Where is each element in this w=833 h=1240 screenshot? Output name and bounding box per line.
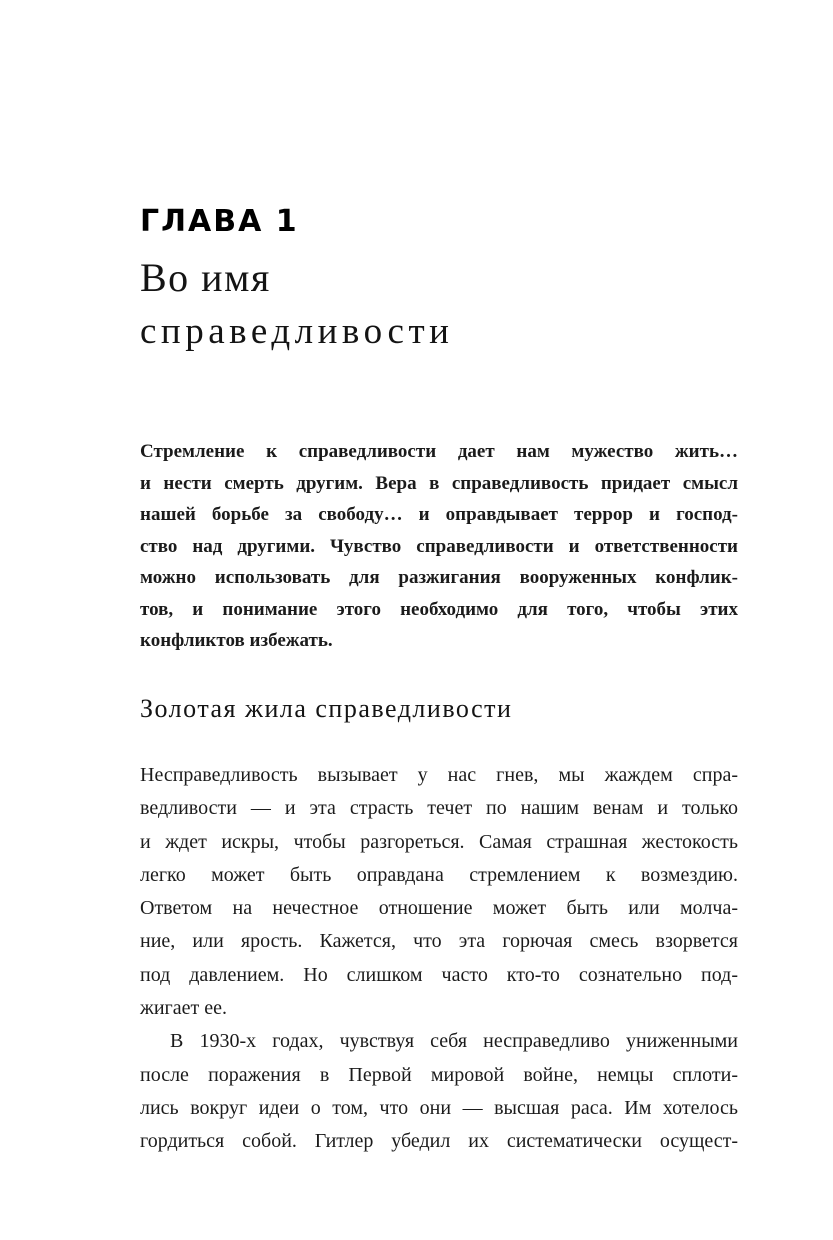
text-line: лись вокруг идеи о том, что они — высшая раса. Им хотелось [140, 1096, 738, 1119]
text-line: В 1930-х годах, чувствуя себя несправедливо униженными [170, 1030, 738, 1053]
text-line: ство над другими. Чувство справедливости и ответственности [140, 535, 738, 557]
section-heading: Золотая жила справедливости [140, 694, 513, 723]
body-text [140, 759, 738, 1159]
text-line: нашей борьбе за свободу… и оправдывает террор и господ- [140, 504, 738, 525]
text-line: и ждет искры, чтобы разгореться. Самая страшная жестокость [140, 830, 738, 853]
paragraph-2 [140, 1025, 738, 1158]
text-line: под давлением. Но слишком часто кто-то сознательно под- [140, 963, 738, 986]
text-line: Ответом на нечестное отношение может быть или молча- [140, 897, 738, 920]
text-line: после поражения в Первой мировой войне, немцы сплоти- [140, 1063, 738, 1086]
text-line: можно использовать для разжигания вооруженных конфлик- [140, 567, 738, 588]
text-line: Стремление к справедливости дает нам мужество жить… [140, 441, 738, 462]
text-line: ведливости — и эта страсть течет по нашим венам и только [140, 797, 738, 820]
text-line: Несправедливость вызывает у нас гнев, мы жаждем спра- [140, 764, 738, 786]
text-line: ние, или ярость. Кажется, что эта горючая смесь взорвется [140, 930, 738, 953]
text-line: легко может быть оправдана стремлением к возмездию. [140, 863, 738, 886]
text-line: тов, и понимание этого необходимо для того, чтобы этих [140, 598, 738, 620]
chapter-title-line2: справедливости [140, 311, 454, 352]
paragraph-1 [140, 759, 738, 1025]
chapter-title-line1: Во имя [140, 255, 271, 300]
text-line: гордиться собой. Гитлер убедил их систематически осущест- [140, 1130, 738, 1153]
epigraph [140, 436, 738, 657]
text-line: конфликтов избежать. [140, 630, 333, 651]
chapter-title [140, 252, 453, 358]
text-line: и нести смерть другим. Вера в справедливость придает смысл [140, 472, 738, 494]
chapter-label: ГЛАВА 1 [140, 204, 299, 239]
text-line: жигает ее. [140, 997, 227, 1020]
